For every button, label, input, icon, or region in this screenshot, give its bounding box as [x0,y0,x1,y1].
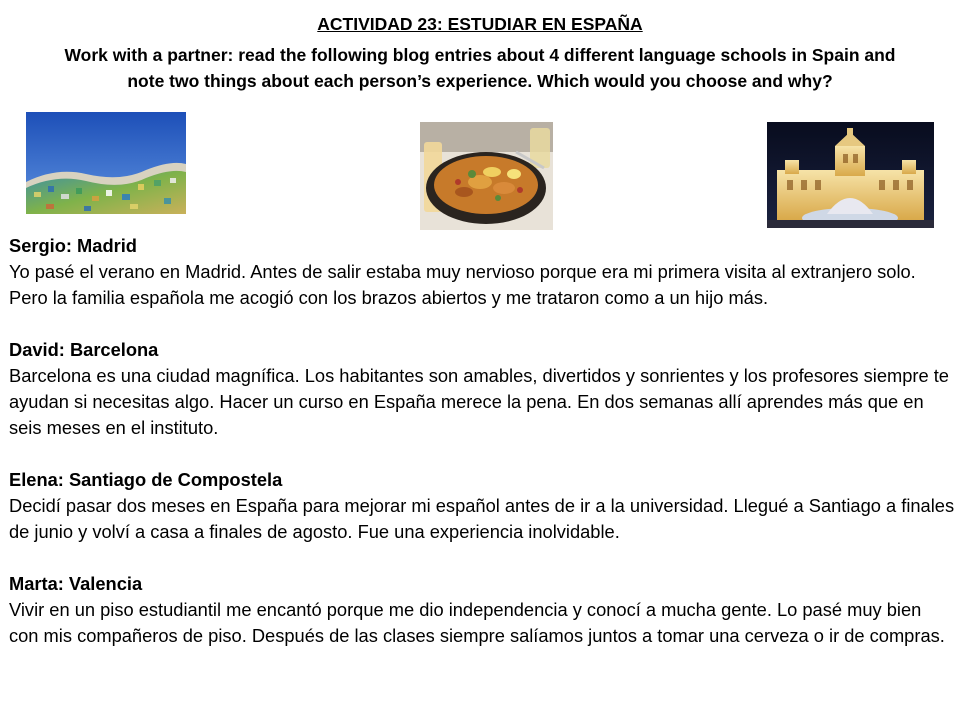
entry-text: Decidí pasar dos meses en España para mejorar mi español antes de ir a la universidad. Llegué a Santiago a finales de junio y volví a casa a finales de agosto. Fue una experiencia inolvidable. [9,495,955,542]
entry-heading: Elena: Santiago de Compostela [9,469,283,490]
blog-entry-sergio [9,233,955,311]
madrid-cibeles-night-photo [767,122,934,228]
instructions [4,42,956,94]
instructions-line-2: note two things about each person’s experience. Which would you choose and why? [127,71,833,91]
paella-photo [420,122,553,230]
entry-text: Yo pasé el verano en Madrid. Antes de salir estaba muy nervioso porque era mi primera visita al extranjero solo. Pero la familia española me acogió con los brazos abiertos y me trataron como a un hijo más. [9,261,916,308]
park-guell-mosaic-photo [26,112,186,214]
blog-entries [9,233,955,675]
instructions-line-1: Work with a partner: read the following blog entries about 4 different language schools in Spain and [64,45,896,65]
activity-title: ACTIVIDAD 23: ESTUDIAR EN ESPAÑA [317,14,643,34]
entry-heading: Marta: Valencia [9,573,143,594]
entry-text: Barcelona es una ciudad magnífica. Los habitantes son amables, divertidos y sonrientes y los profesores siempre te ayudan si necesitas algo. Hacer un curso en España merece la pena. En dos semanas allí aprendes más que en seis meses en el instituto. [9,365,949,438]
entry-heading: David: Barcelona [9,339,159,360]
blog-entry-marta [9,571,955,649]
entry-text: Vivir en un piso estudiantil me encantó porque me dio independencia y conocí a mucha gente. Lo pasé muy bien con mis compañeros de piso. Después de las clases siempre salíamos juntos a tomar una cerveza o ir de compras. [9,599,945,646]
blog-entry-elena [9,467,955,545]
blog-entry-david [9,337,955,441]
entry-heading: Sergio: Madrid [9,235,137,256]
